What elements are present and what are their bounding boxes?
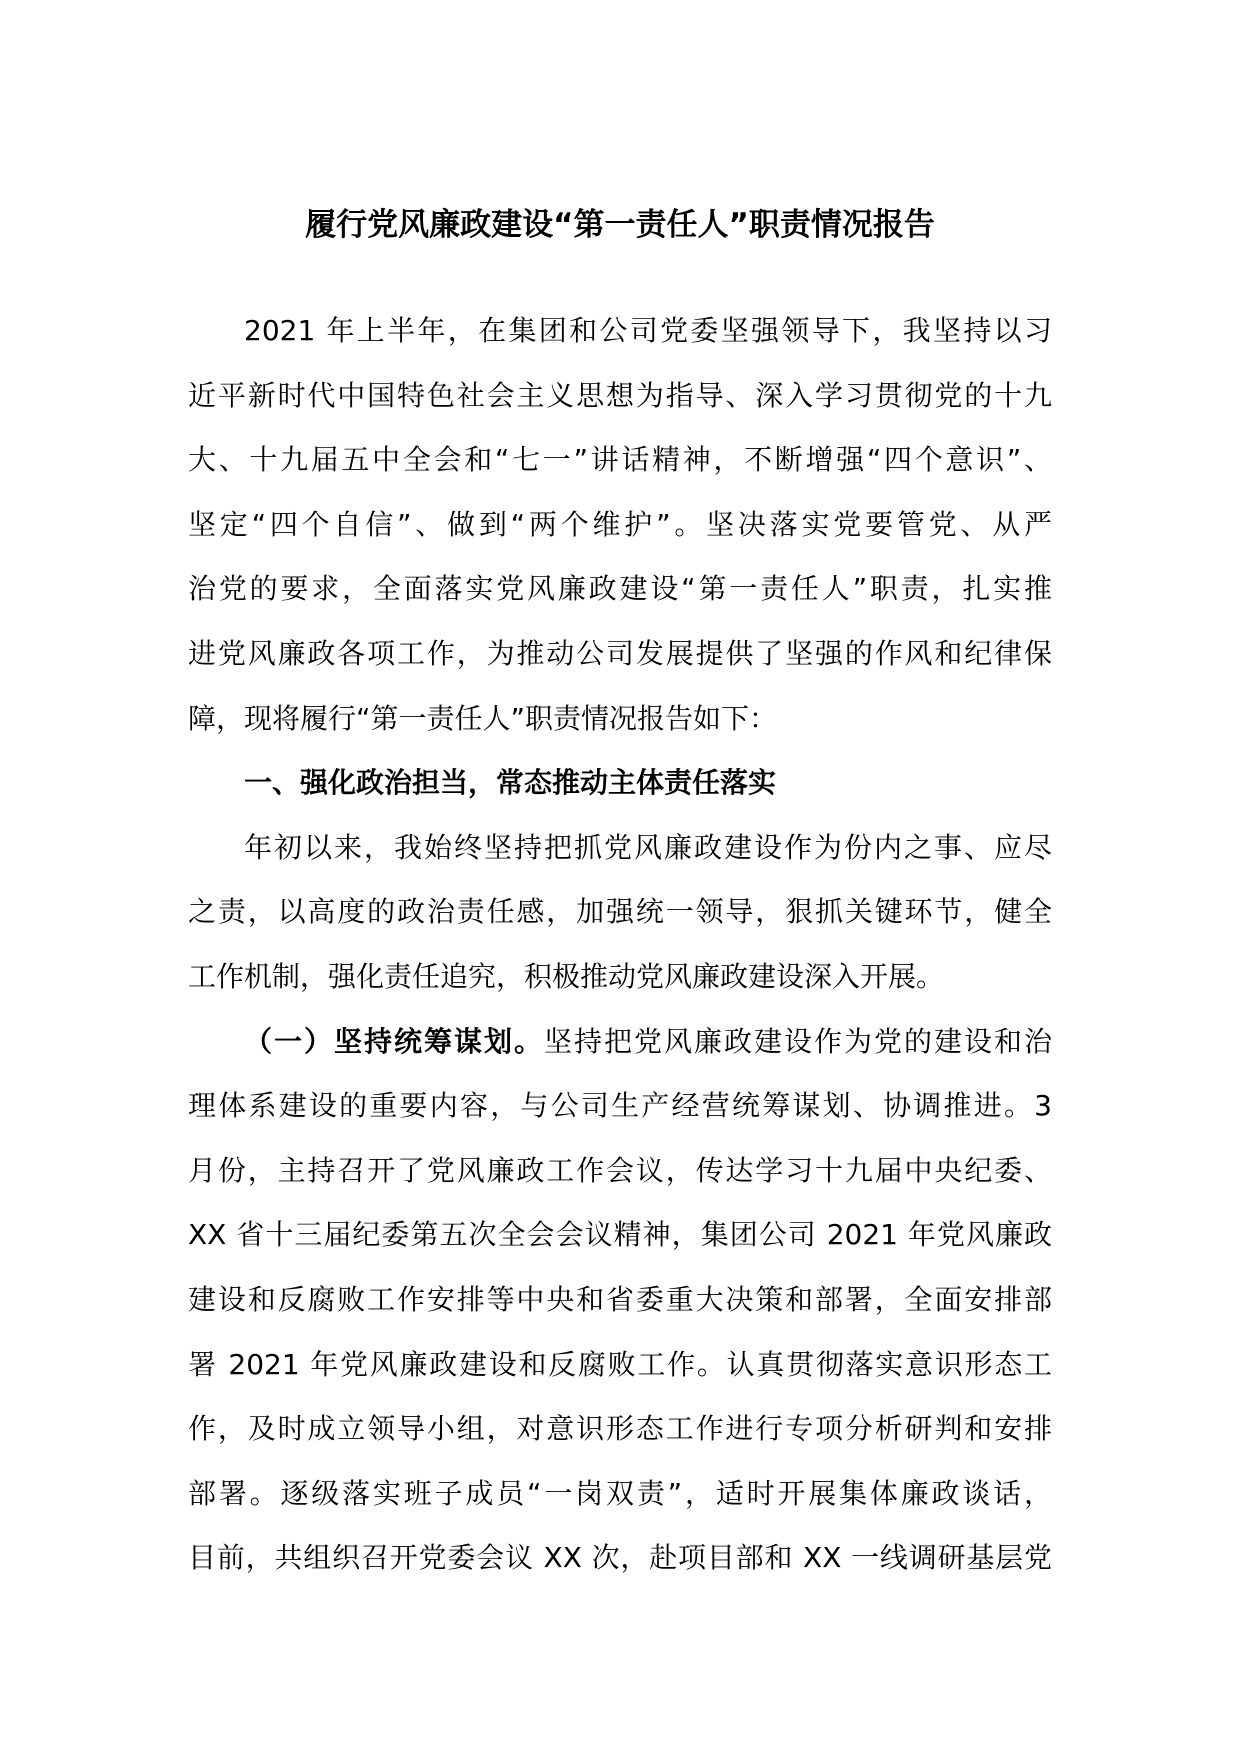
document-body [188, 299, 1052, 1591]
paragraph-line: 建设和反腐败工作安排等中央和省委重大决策和部署，全面安排部 [188, 1282, 1052, 1316]
paragraph-line: 坚定“四个自信”、做到“两个维护”。坚决落实党要管党、从严 [188, 507, 1052, 541]
paragraph-line: 进党风廉政各项工作，为推动公司发展提供了坚强的作风和纪律保 [188, 636, 1052, 670]
paragraph-line: 理体系建设的重要内容，与公司生产经营统筹谋划、协调推进。3 [188, 1089, 1052, 1123]
subsection-heading: （一）坚持统筹谋划。 [244, 1024, 544, 1058]
paragraph-line: 近平新时代中国特色社会主义思想为指导、深入学习贯彻党的十九 [188, 378, 1052, 412]
paragraph-line: 署 2021 年党风廉政建设和反腐败工作。认真贯彻落实意识形态工 [188, 1347, 1052, 1381]
paragraph-line [188, 1010, 1052, 1075]
document-title: 履行党风廉政建设“第一责任人”职责情况报告 [305, 207, 935, 243]
paragraph-line: XX 省十三届纪委第五次全会会议精神，集团公司 2021 年党风廉政 [188, 1218, 1052, 1252]
paragraph-text: 坚持把党风廉政建设作为党的建设和治 [544, 1024, 1052, 1058]
paragraph-line: 年初以来，我始终坚持把抓党风廉政建设作为份内之事、应尽 [244, 830, 1052, 864]
paragraph-line: 治党的要求，全面落实党风廉政建设“第一责任人”职责，扎实推 [188, 572, 1052, 606]
paragraph-line: 月份，主持召开了党风廉政工作会议，传达学习十九届中央纪委、 [188, 1153, 1052, 1187]
paragraph-line: 2021 年上半年，在集团和公司党委坚强领导下，我坚持以习 [244, 314, 1052, 347]
section-heading: 一、强化政治担当，常态推动主体责任落实 [244, 766, 777, 800]
paragraph-line: 工作机制，强化责任追究，积极推动党风廉政建设深入开展。 [188, 959, 945, 993]
paragraph-line: 作，及时成立领导小组，对意识形态工作进行专项分析研判和安排 [188, 1412, 1052, 1446]
paragraph-line: 之责，以高度的政治责任感，加强统一领导，狠抓关键环节，健全 [188, 895, 1052, 929]
paragraph-line: 部署。逐级落实班子成员“一岗双责”，适时开展集体廉政谈话， [188, 1476, 1052, 1510]
paragraph-line: 大、十九届五中全会和“七一”讲话精神，不断增强“四个意识”、 [188, 443, 1052, 477]
paragraph-line: 障，现将履行“第一责任人”职责情况报告如下： [188, 701, 778, 735]
paragraph-line: 目前，共组织召开党委会议 XX 次，赴项目部和 XX 一线调研基层党 [188, 1541, 1052, 1575]
